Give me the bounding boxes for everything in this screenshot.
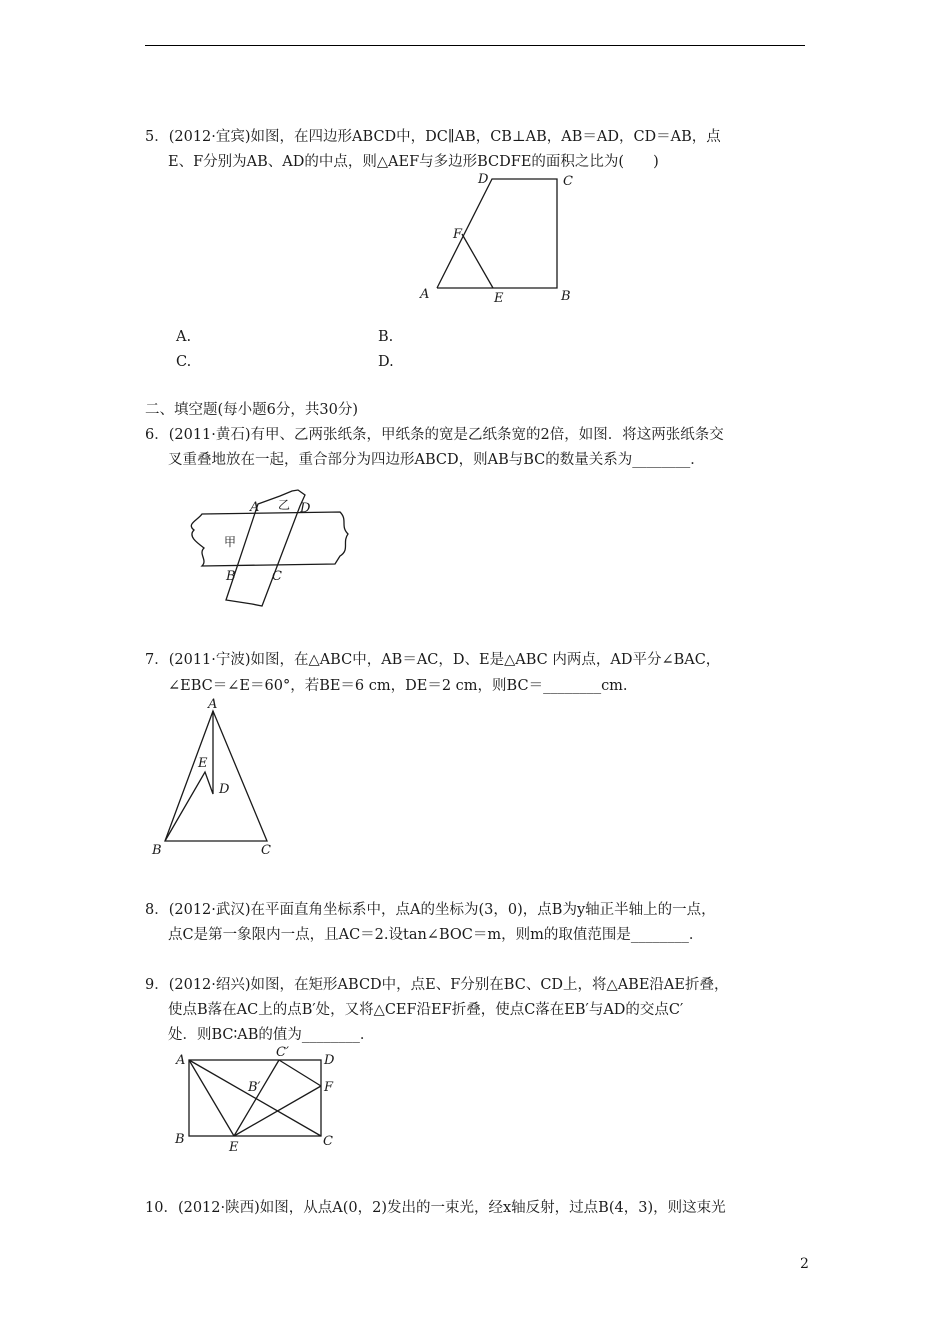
q6-label-d: D (300, 501, 311, 516)
q9-text-line3: 处．则BC∶AB的值为________． (168, 1027, 375, 1043)
q9-label-f: F (324, 1080, 334, 1095)
section-title: 二、填空题(每小题6分，共30分) (145, 402, 358, 418)
q5-label-f: F (453, 227, 463, 242)
q5-option-d: D. (378, 354, 394, 370)
q9-text-line2: 使点B落在AC上的点B′处，又将△CEF沿EF折叠，使点C落在EB′与AD的交点C′ (168, 1002, 684, 1018)
q9-label-d: D (324, 1053, 335, 1068)
q9-segment-ae (189, 1060, 234, 1136)
q9-label-e: E (229, 1140, 239, 1155)
q6-strip-jia (191, 512, 348, 566)
q5-label-c: C (563, 174, 573, 189)
q6-label-c: C (272, 569, 282, 584)
q5-label-e: E (494, 291, 504, 306)
q9-label-a: A (176, 1053, 186, 1068)
q5-option-c: C. (176, 354, 192, 370)
q6-text-line1: 6．(2011·黄石)有甲、乙两张纸条，甲纸条的宽是乙纸条宽的2倍，如图．将这两张纸条交 (145, 427, 724, 443)
q5-figure (415, 168, 580, 308)
q9-text-line1: 9．(2012·绍兴)如图，在矩形ABCD中，点E、F分别在BC、CD上，将△ABE沿AE折叠， (145, 977, 729, 993)
q9-label-bprime: B′ (248, 1080, 261, 1095)
q5-label-b: B (561, 289, 571, 304)
q9-label-c: C (323, 1134, 333, 1149)
q6-label-b: B (226, 569, 236, 584)
q9-segment-cf (279, 1060, 321, 1086)
q5-label-d: D (478, 172, 489, 187)
q6-strip-yi (226, 490, 305, 606)
q6-figure (180, 482, 360, 612)
q6-text-line2: 叉重叠地放在一起，重合部分为四边形ABCD，则AB与BC的数量关系为________． (168, 452, 705, 468)
q8-text-line2: 点C是第一象限内一点，且AC＝2.设tan∠BOC＝m，则m的取值范围是________． (168, 927, 704, 943)
q7-label-e: E (198, 756, 208, 771)
page-number: 2 (800, 1256, 809, 1272)
q6-label-yi: 乙 (278, 498, 291, 512)
q5-option-b: B. (378, 329, 394, 345)
q7-label-b: B (152, 843, 162, 858)
q5-text-line2: E、F分别为AB、AD的中点，则△AEF与多边形BCDFE的面积之比为( ) (168, 154, 659, 170)
q7-figure (145, 697, 285, 862)
q5-text-line1: 5．(2012·宜宾)如图，在四边形ABCD中，DC∥AB，CB⊥AB，AB＝AD，CD＝AB，点 (145, 129, 721, 145)
header-rule (145, 45, 805, 46)
q7-label-a: A (208, 697, 218, 712)
q7-text-line1: 7．(2011·宁波)如图，在△ABC中，AB＝AC，D、E是△ABC 内两点，AD平分∠BAC， (145, 652, 721, 668)
q7-label-c: C (261, 843, 271, 858)
q5-segment-fe (462, 234, 493, 288)
q5-option-a: A. (176, 329, 192, 345)
q6-label-jia: 甲 (224, 535, 237, 549)
q9-segment-ec (234, 1060, 279, 1136)
q9-label-cprime: C′ (276, 1045, 289, 1060)
q5-label-a: A (420, 287, 430, 302)
q7-triangle-abc (165, 711, 267, 841)
q7-text-line2: ∠EBC＝∠E＝60°，若BE＝6 cm，DE＝2 cm，则BC＝________cm. (168, 678, 628, 694)
q8-text-line1: 8．(2012·武汉)在平面直角坐标系中，点A的坐标为(3，0)，点B为y轴正半轴上的一点， (145, 902, 716, 918)
q10-text-line1: 10．(2012·陕西)如图，从点A(0，2)发出的一束光，经x轴反射，过点B(4，3)，则这束光 (145, 1200, 726, 1216)
q6-label-a: A (250, 500, 260, 515)
q9-label-b: B (175, 1132, 185, 1147)
q7-label-d: D (219, 782, 230, 797)
q9-figure (170, 1040, 350, 1160)
